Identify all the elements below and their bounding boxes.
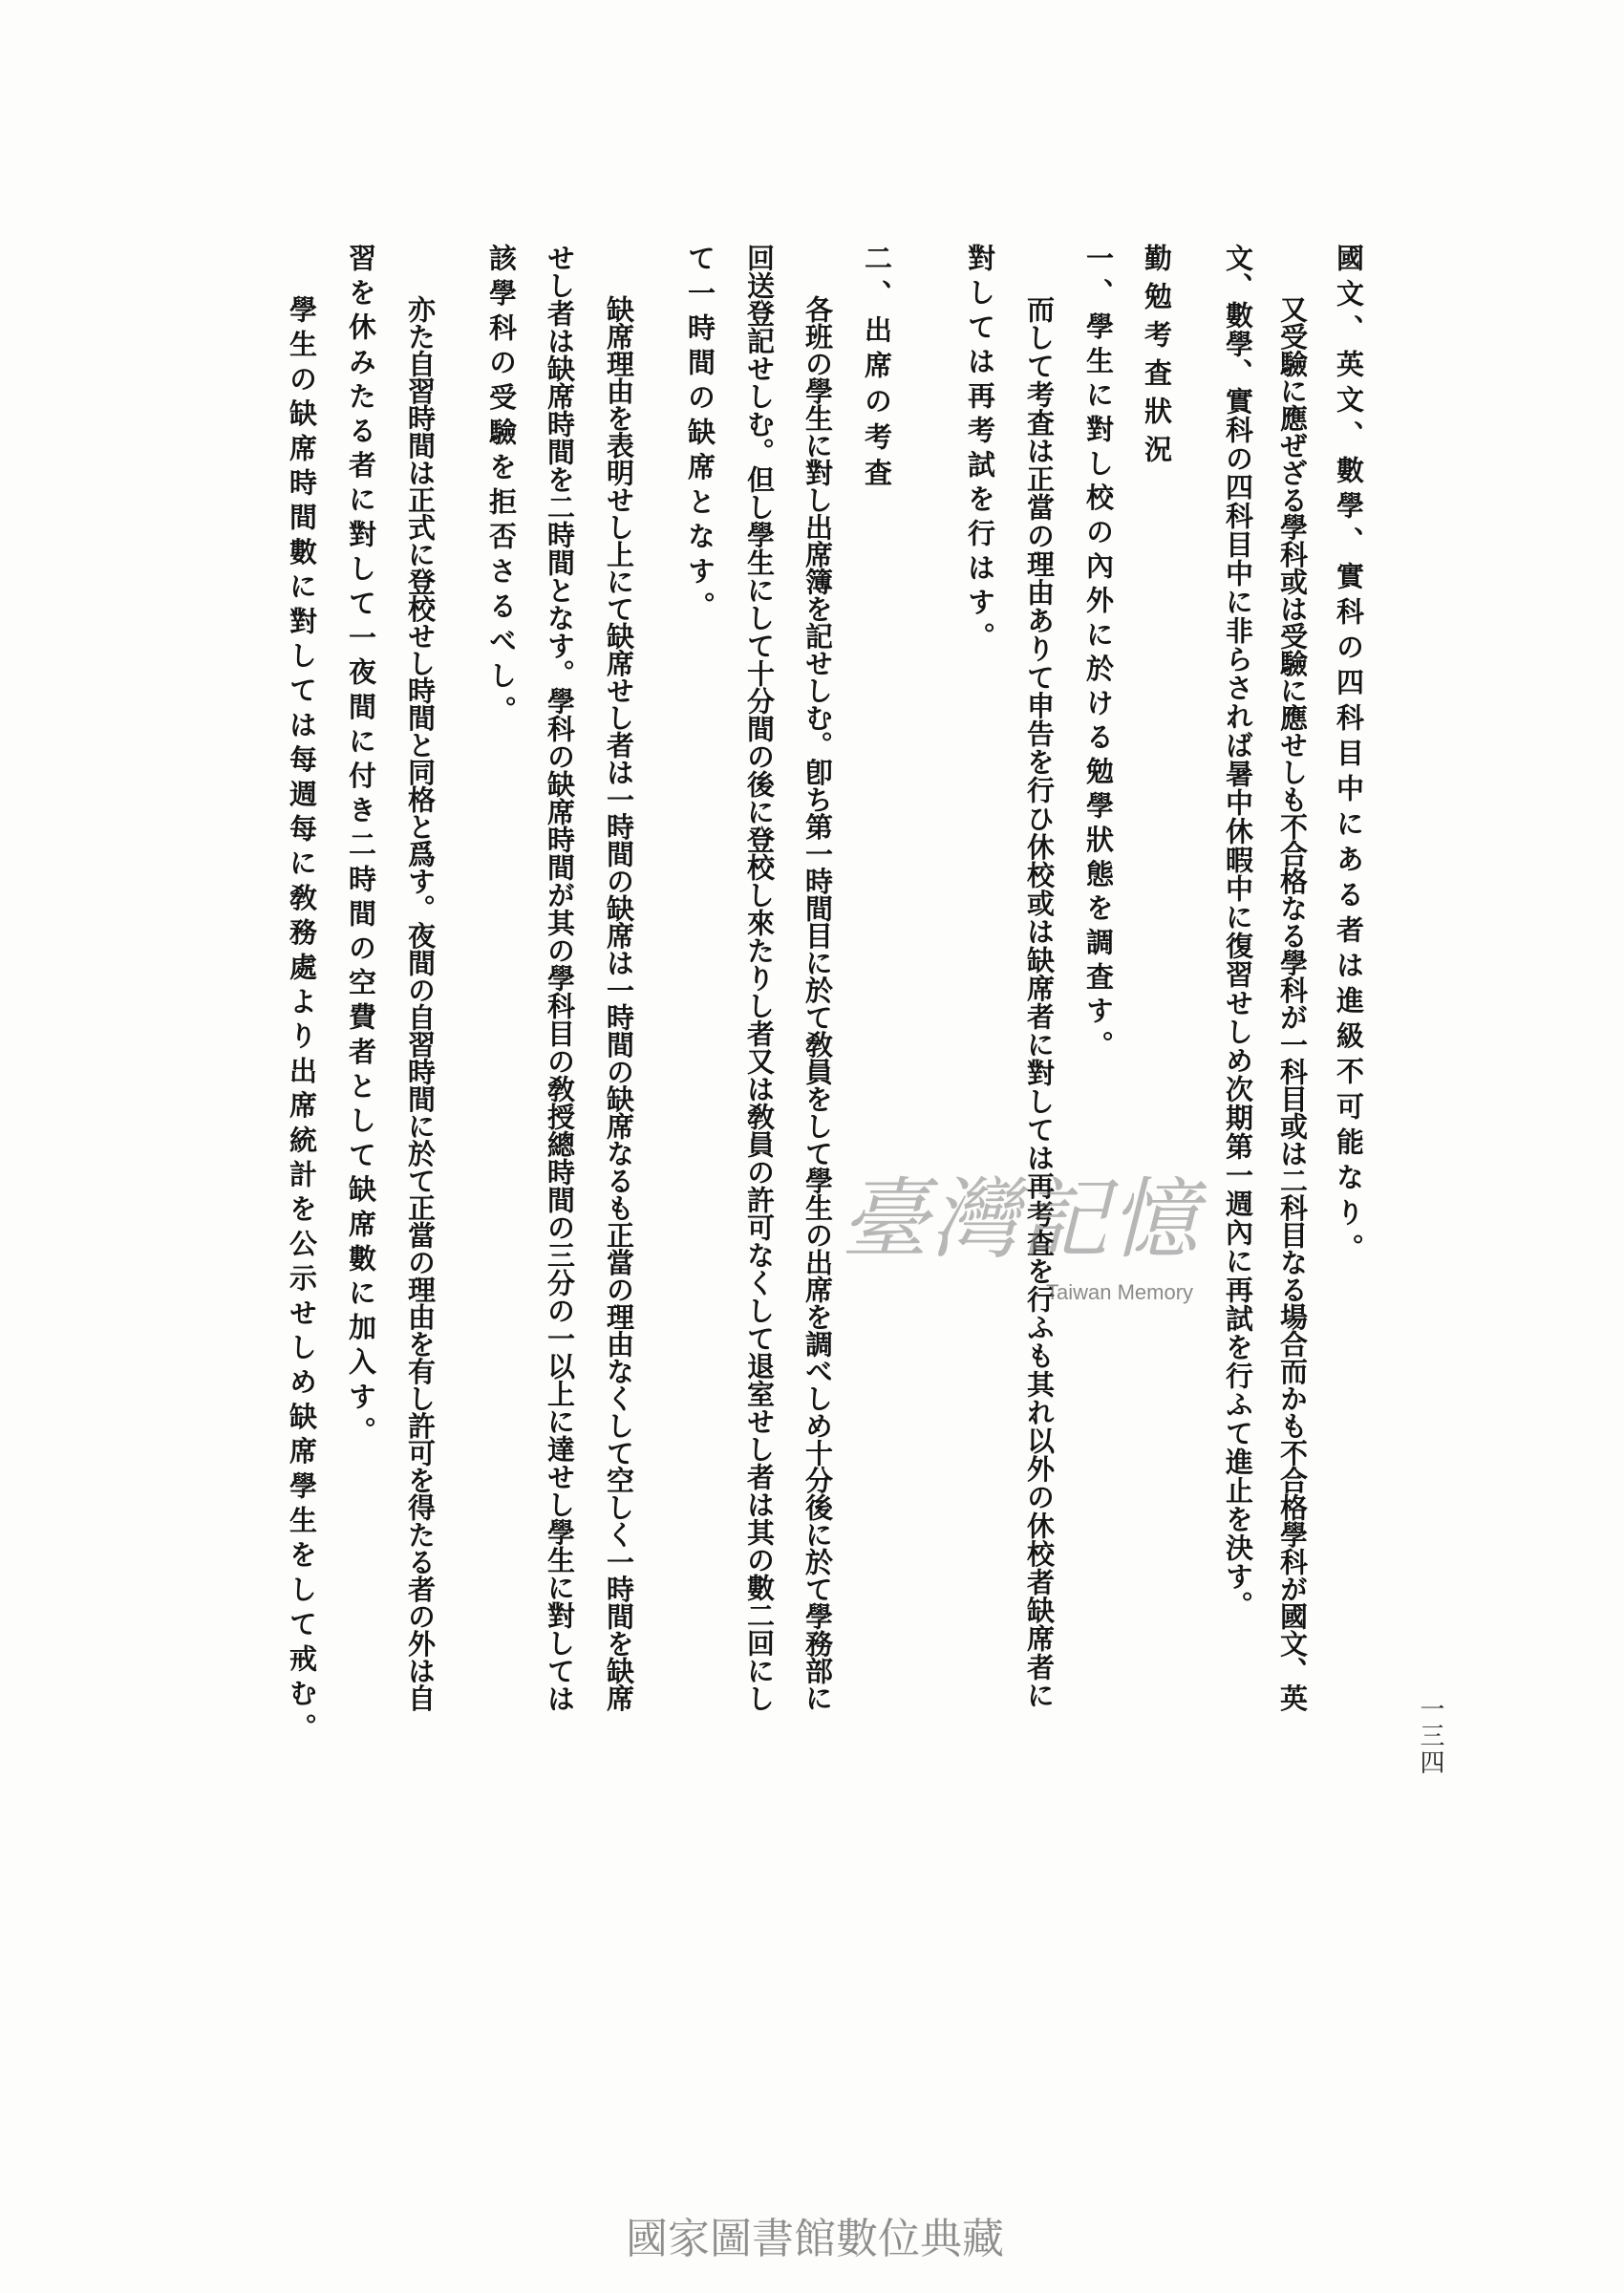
text-line: 學生の缺席時間數に對しては每週每に敎務處より出席統計を公示せしめ缺席學生をして戒む。 bbox=[286, 295, 318, 1748]
text-line: 而して考査は正當の理由ありて申告を行ひ休校或は缺席者に對しては再考査を行ふも其れ以外の休校者缺席者に bbox=[1023, 295, 1056, 1709]
text-line: 文、數學、實科の四科目中に非らされば暑中休暇中に復習せしめ次期第一週內に再試を行ふて進止を決す。 bbox=[1222, 244, 1254, 1619]
page-number: 一三四 bbox=[1416, 1696, 1444, 1776]
text-line: 各班の學生に對し出席簿を記せしむ。卽ち第一時間目に於て敎員をして學生の出席を調べしめ十分後に於て學務部に bbox=[801, 295, 834, 1711]
text-line: 又受驗に應ぜざる學科或は受驗に應せしも不合格なる學科が一科目或は二科目なる場合而かも不合格學科が國文、英 bbox=[1276, 295, 1309, 1711]
watermark-subtitle: Taiwan Memory bbox=[1046, 1280, 1194, 1304]
text-line: 國文、英文、數學、實科の四科目中にある者は進級不可能なり。 bbox=[1333, 244, 1365, 1269]
text-line: 習を休みたる者に對して一夜間に付き二時間の空費者として缺席數に加入す。 bbox=[345, 244, 377, 1451]
text-line: 對しては再考試を行はす。 bbox=[964, 244, 996, 656]
text-line: せし者は缺席時間を二時間となす。學科の缺席時間が其の學科目の敎授總時間の三分の一以上に達せし學生に對しては bbox=[544, 244, 576, 1712]
text-line: て一時間の缺席となす。 bbox=[684, 244, 716, 627]
text-line: 該學科の受驗を拒否さるべし。 bbox=[485, 244, 518, 731]
text-line: 缺席理由を表明せし上にて缺席せし者は一時間の缺席は一時間の缺席なるも正當の理由なくして空しく一時間を缺席 bbox=[603, 295, 635, 1711]
text-line: 亦た自習時間は正式に登校せし時間と同格と爲す。夜間の自習時間に於て正當の理由を有し許可を得たる者の外は自 bbox=[404, 295, 437, 1711]
section-heading: 二、出席の考査 bbox=[861, 244, 893, 494]
watermark-title: 臺灣記憶 bbox=[841, 1168, 1201, 1271]
footer-credit: 國家圖書館數位典藏 bbox=[626, 2215, 1004, 2263]
text-line: 一、學生に對し校の內外に於ける勉學狀態を調査す。 bbox=[1082, 244, 1115, 1065]
text-line: 回送登記せしむ。但し學生にして十分間の後に登校し來たりし者又は敎員の許可なくして退室せし者は其の數二回にし bbox=[743, 244, 776, 1712]
section-heading: 勤勉考査狀況 bbox=[1141, 244, 1173, 473]
